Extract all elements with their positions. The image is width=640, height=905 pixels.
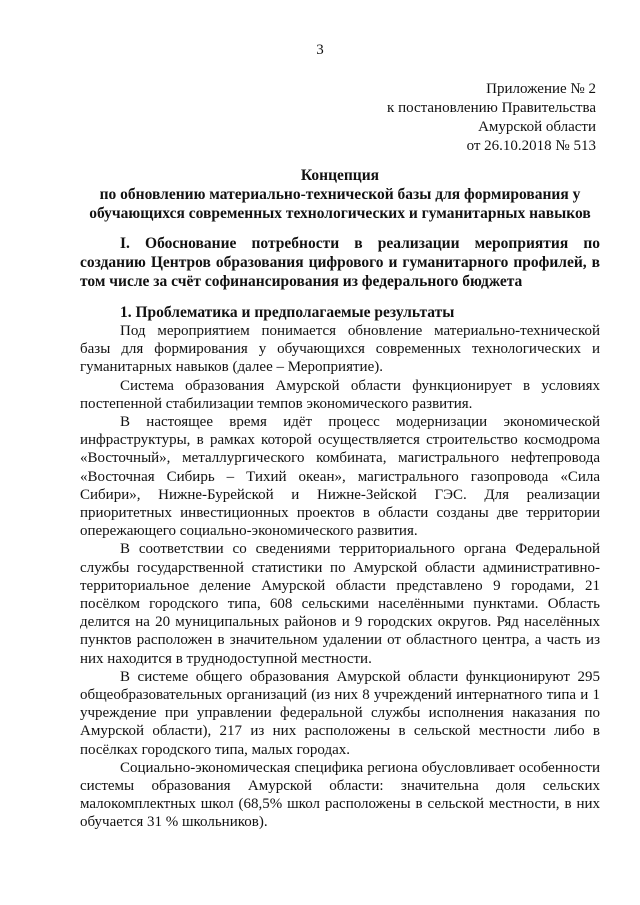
- paragraph: В настоящее время идёт процесс модернизации экономической инфраструктуры, в рамках которой осуществляется строительство космодрома «Восточный», металлургического комбината, магистрального нефтепровода «Восточная Сибирь – Тихий океан», магистрального газопровода «Сила Сибири», Нижне-Бурейской и Нижне-Зейской ГЭС. Для реализации приоритетных инвестиционных проектов в области созданы две территории опережающего социально-экономического развития.: [80, 414, 600, 540]
- section-heading: I. Обоснование потребности в реализации мероприятия по созданию Центров образования цифрового и гуманитарного профилей, в том числе за счёт софинансирования из федерального бюджета: [80, 235, 600, 290]
- appendix-line: Приложение № 2: [486, 81, 596, 97]
- paragraph: В системе общего образования Амурской области функционируют 295 общеобразовательных организаций (из них 8 учреждений интернатного типа и 1 учреждение при управлении федеральной службы исполнения наказания по Амурской области), 217 из них расположены в сельской местности либо в посёлках городского типа, малых городах.: [80, 668, 600, 758]
- appendix-line: от 26.10.2018 № 513: [466, 138, 596, 154]
- appendix-block: [387, 80, 596, 156]
- paragraph: Система образования Амурской области функционирует в условиях постепенной стабилизации темпов экономического развития.: [80, 377, 600, 412]
- document-title: [80, 166, 600, 223]
- title-line: по обновлению материально-технической базы для формирования у: [99, 186, 581, 203]
- paragraph: Социально-экономическая специфика региона обусловливает особенности системы образования Амурской области: значительна доля сельских малокомплектных школ (68,5% школ расположены в сельской местности, в них обучается 31 % школьников).: [80, 759, 600, 831]
- appendix-line: Амурской области: [478, 119, 596, 135]
- paragraph: Под мероприятием понимается обновление материально-технической базы для формирования у обучающихся современных технологических и гуманитарных навыков (далее – Мероприятие).: [80, 323, 600, 376]
- paragraph: В соответствии со сведениями территориального органа Федеральной службы государственной статистики по Амурской области административно-территориальное деление Амурской области представлено 9 городами, 21 посёлком городского типа, 608 сельскими населёнными пунктами. Область делится на 20 муниципальных районов и 9 городских округов. Ряд населённых пунктов расположен в значительном удалении от областного центра, а часть из них находится в труднодоступной местности.: [80, 541, 600, 667]
- subsection-heading: 1. Проблематика и предполагаемые результаты: [120, 304, 455, 321]
- title-line: обучающихся современных технологических и гуманитарных навыков: [89, 205, 591, 222]
- appendix-line: к постановлению Правительства: [387, 100, 596, 116]
- title-line: Концепция: [300, 167, 380, 184]
- body-text: [80, 322, 600, 832]
- page-number: 3: [316, 42, 324, 58]
